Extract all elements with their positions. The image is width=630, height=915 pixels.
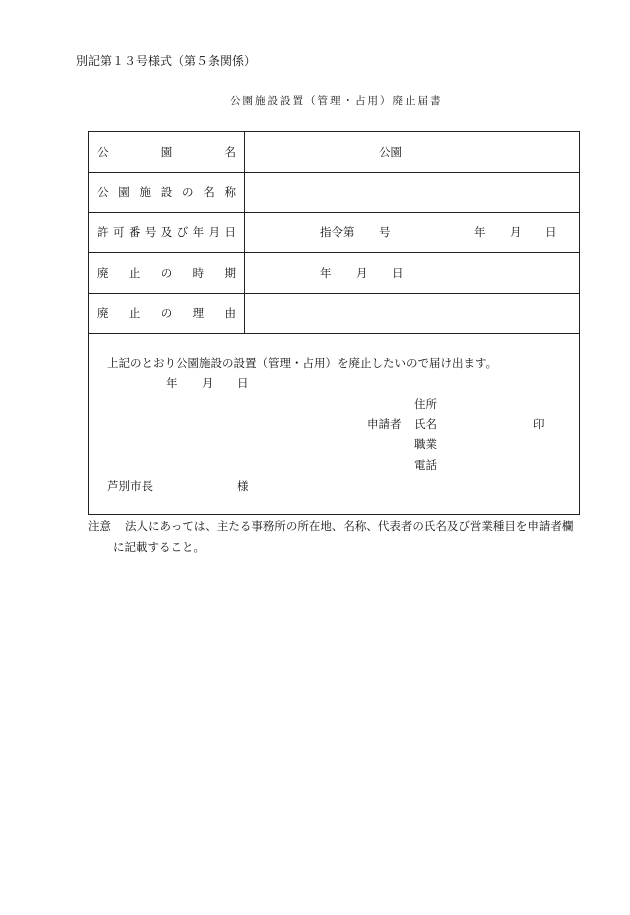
facility-name-field[interactable] xyxy=(249,176,569,206)
row-divider xyxy=(89,293,579,294)
row-divider xyxy=(89,172,579,173)
abolition-reason-label: 廃 止 の 理 由 xyxy=(97,306,236,320)
form-title: 公園施設設置（管理・占用）廃止届書 xyxy=(230,95,443,107)
number-suffix: 号 xyxy=(379,225,391,239)
declaration-statement: 上記のとおり公園施設の設置（管理・占用）を廃止したいので届け出ます。 xyxy=(107,356,498,370)
form-table xyxy=(88,131,580,515)
park-name-value[interactable]: 公園 xyxy=(379,145,402,159)
note-line-1: 法人にあっては、主たる事務所の所在地、名称、代表者の氏名及び営業種目を申請者欄 xyxy=(125,519,574,533)
permit-day: 日 xyxy=(545,225,557,239)
permit-label: 許 可 番 号 及 び 年 月 日 xyxy=(97,225,236,239)
abolition-day: 日 xyxy=(392,266,404,280)
occupation-label: 職業 xyxy=(414,437,437,451)
column-divider xyxy=(244,132,245,333)
park-name-label: 公 園 名 xyxy=(97,145,236,159)
facility-name-label: 公 園 施 設 の 名 称 xyxy=(97,185,236,199)
honorific: 様 xyxy=(237,479,249,493)
name-label: 氏名 xyxy=(414,417,437,431)
permit-year: 年 xyxy=(474,225,486,239)
abolition-time-label: 廃 止 の 時 期 xyxy=(97,266,236,280)
abolition-year: 年 xyxy=(320,266,332,280)
abolition-reason-field[interactable] xyxy=(249,298,569,328)
note-line-2: に記載すること。 xyxy=(113,540,205,554)
declaration-day: 日 xyxy=(237,376,249,390)
addressee: 芦別市長 xyxy=(107,479,153,493)
declaration-year: 年 xyxy=(166,376,178,390)
note-label: 注意 xyxy=(88,519,111,533)
phone-label: 電話 xyxy=(414,458,437,472)
permit-month: 月 xyxy=(510,225,522,239)
row-divider xyxy=(89,333,579,334)
row-divider xyxy=(89,252,579,253)
order-prefix: 指令第 xyxy=(320,225,355,239)
address-label: 住所 xyxy=(414,397,437,411)
applicant-label: 申請者 xyxy=(367,417,402,431)
row-divider xyxy=(89,212,579,213)
form-number: 別記第１３号様式（第５条関係） xyxy=(76,54,257,68)
abolition-month: 月 xyxy=(356,266,368,280)
declaration-month: 月 xyxy=(202,376,214,390)
seal-mark: 印 xyxy=(533,417,545,431)
